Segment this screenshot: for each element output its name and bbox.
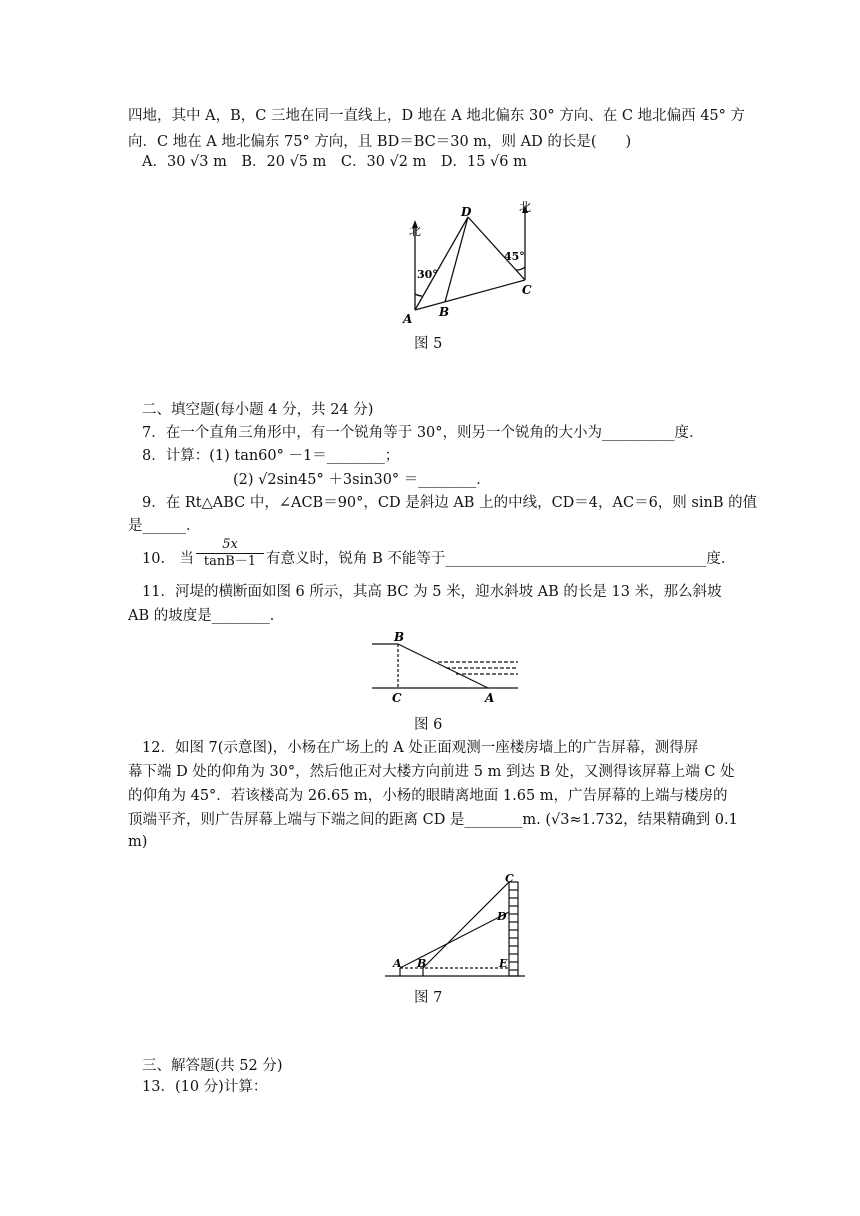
angle-label-45: 45° xyxy=(504,250,525,263)
segment-ad xyxy=(415,217,468,310)
point-e: E xyxy=(499,957,508,970)
q10-denominator: tanB－1 xyxy=(196,553,264,570)
q6-line1: 四地，其中 A，B，C 三地在同一直线上，D 地在 A 地北偏东 30° 方向、在 C 地北偏西 45° 方 xyxy=(128,108,746,124)
point-b: B xyxy=(394,630,405,644)
q12-line1: 12．如图 7(示意图)，小杨在广场上的 A 处正面观测一座楼房墙上的广告屏幕，测得屏 xyxy=(142,740,699,756)
q10-prefix: 10. 当 xyxy=(142,551,195,567)
q12-line2: 幕下端 D 处的仰角为 30°，然后他正对大楼方向前进 5 m 到达 B 处，又测得该屏幕上端 C 处 xyxy=(128,764,735,780)
q10-fraction xyxy=(196,537,264,570)
angle-arc-c xyxy=(516,267,525,270)
q11-line2: AB 的坡度是________． xyxy=(128,608,285,624)
segment-bd xyxy=(445,217,468,302)
section-3-title: 三、解答题(共 52 分) xyxy=(142,1058,283,1074)
point-a: A xyxy=(403,312,413,326)
figure-7 xyxy=(380,870,530,982)
figure-7-caption: 图 7 xyxy=(414,990,443,1006)
q12-line4: 顶端平齐，则广告屏幕上端与下端之间的距离 CD 是________m. (√3≈1.732，结果精确到 0.1 xyxy=(128,812,738,828)
point-a: A xyxy=(393,957,402,970)
figure-6 xyxy=(370,630,520,705)
q13: 13．(10 分)计算： xyxy=(142,1079,268,1095)
q6-options: A．30 √3 m B．20 √5 m C．30 √2 m D．15 √6 m xyxy=(142,154,527,170)
north-label-left: 北 xyxy=(409,224,422,238)
q8-line2: (2) √2sin45° ＋3sin30° ＝________． xyxy=(233,472,491,488)
q8-line1: 8．计算：(1) tan60° －1＝________； xyxy=(142,448,400,464)
figure-6-caption: 图 6 xyxy=(414,717,443,733)
q12-line3: 的仰角为 45°．若该楼高为 26.65 m，小杨的眼睛离地面 1.65 m，广告屏幕的上端与楼房的 xyxy=(128,788,728,804)
q10-numerator: 5x xyxy=(222,537,238,552)
q10-suffix: 有意义时，锐角 B 不能等于____________________________________度． xyxy=(266,551,736,567)
figure-5-caption: 图 5 xyxy=(414,336,443,352)
slope-ab xyxy=(398,644,488,688)
point-d: D xyxy=(461,205,472,219)
point-a: A xyxy=(485,691,495,705)
figure-5 xyxy=(395,195,545,330)
north-label-right: 北 xyxy=(519,200,532,214)
angle-label-30: 30° xyxy=(417,268,438,281)
q9-line1: 9．在 Rt△ABC 中，∠ACB＝90°，CD 是斜边 AB 上的中线，CD＝4，AC＝6，则 sinB 的值 xyxy=(142,495,758,511)
q6-line2: 向．C 地在 A 地北偏东 75° 方向，且 BD＝BC＝30 m，则 AD 的长是( ) xyxy=(128,134,632,150)
sightline-bc xyxy=(423,882,509,968)
point-b: B xyxy=(417,957,427,970)
q11-line1: 11．河堤的横断面如图 6 所示，其高 BC 为 5 米，迎水斜坡 AB 的长是 13 米，那么斜坡 xyxy=(142,584,722,600)
point-c: C xyxy=(505,872,514,885)
q9-line2: 是______． xyxy=(128,518,201,534)
section-2-title: 二、填空题(每小题 4 分，共 24 分) xyxy=(142,402,374,418)
q12-line5: m) xyxy=(128,834,148,850)
angle-arc-a xyxy=(415,294,422,296)
point-c: C xyxy=(522,283,532,297)
segment-ac xyxy=(415,280,525,310)
point-c: C xyxy=(392,691,402,705)
point-b: B xyxy=(439,305,450,319)
point-d: D xyxy=(497,910,507,923)
q7: 7．在一个直角三角形中，有一个锐角等于 30°，则另一个锐角的大小为__________度． xyxy=(142,425,704,441)
